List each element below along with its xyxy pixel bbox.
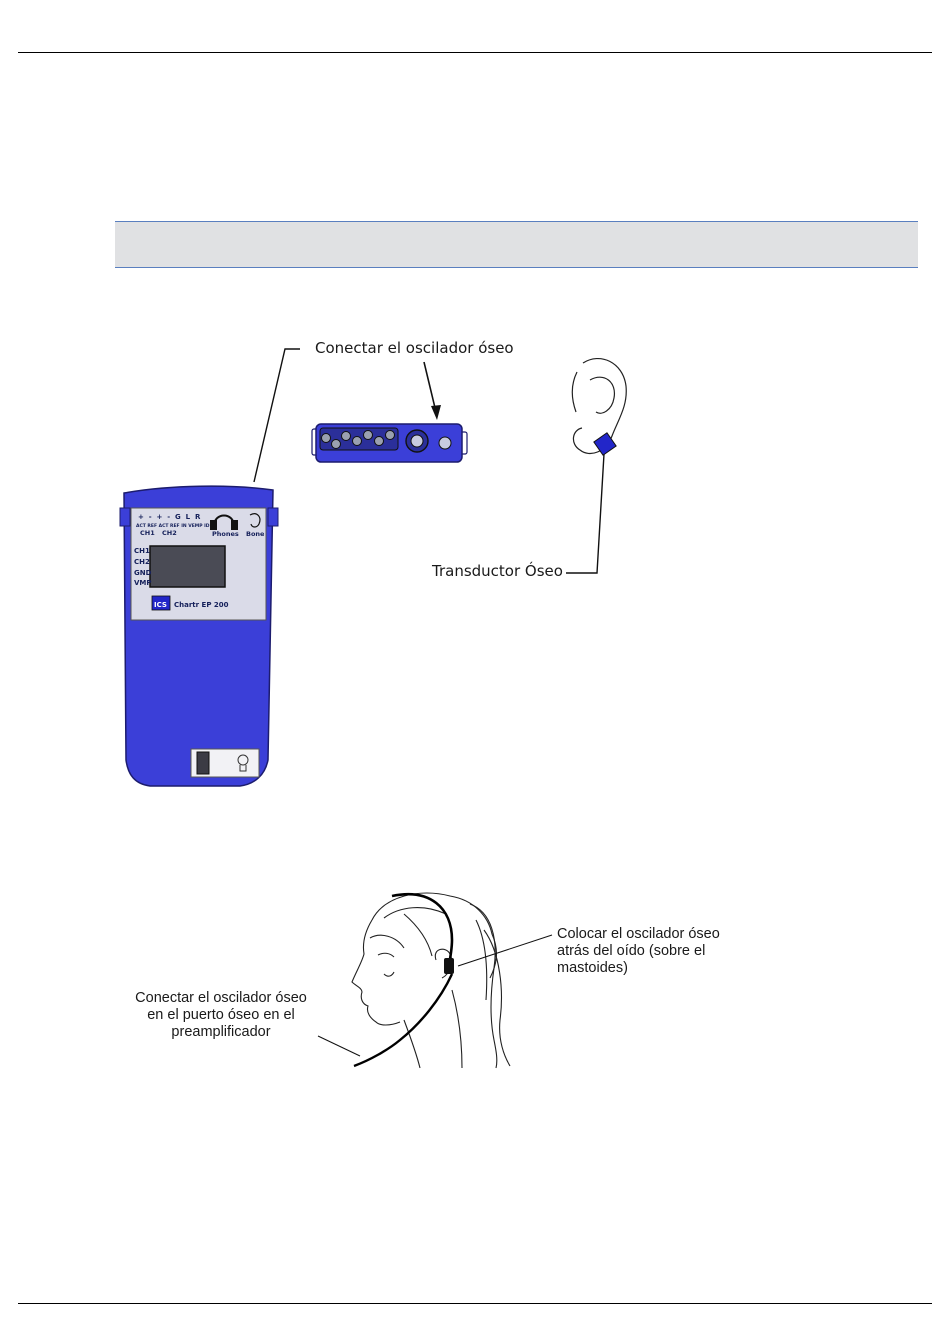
callout-port-line-3: preamplificador	[171, 1024, 271, 1040]
leader-line-port	[318, 1036, 360, 1056]
callout-bone-transducer: Transductor Óseo	[432, 562, 563, 580]
callout-place-line-2: atrás del oído (sobre el	[557, 943, 706, 959]
oscillator-cable	[354, 974, 452, 1066]
callout-connect-bone-oscillator: Conectar el oscilador óseo	[315, 339, 514, 357]
device-bone-label: Bone	[246, 530, 265, 538]
bone-oscillator-icon	[444, 958, 454, 974]
device-ch2-label: CH2	[162, 529, 177, 537]
device-side-label-4: VMP	[134, 579, 152, 587]
headband	[392, 894, 452, 970]
device-side-label-3: GND	[134, 569, 152, 577]
device-side-label-1: CH1	[134, 547, 150, 555]
device-brand-name: Chartr EP 200	[174, 601, 229, 609]
device-sockets-signs: + - + - G L R	[138, 513, 201, 521]
device-phones-label: Phones	[212, 530, 239, 538]
head-drawing	[352, 893, 510, 1068]
device-ch1-label: CH1	[140, 529, 155, 537]
callout-place-oscillator	[557, 926, 720, 977]
callout-connect-port	[126, 990, 316, 1041]
callout-place-line-3: mastoides)	[557, 960, 628, 976]
device-brand-logo: ICS	[154, 601, 167, 609]
leader-line-place	[458, 935, 552, 966]
callout-port-line-2: en el puerto óseo en el	[147, 1007, 295, 1023]
footer-rule	[18, 1303, 932, 1304]
callout-place-line-1: Colocar el oscilador óseo	[557, 926, 720, 942]
device-sockets-sub: ACT REF ACT REF IN VEMP ID	[136, 524, 210, 529]
callout-port-line-1: Conectar el oscilador óseo	[135, 990, 307, 1006]
device-side-label-2: CH2	[134, 558, 150, 566]
